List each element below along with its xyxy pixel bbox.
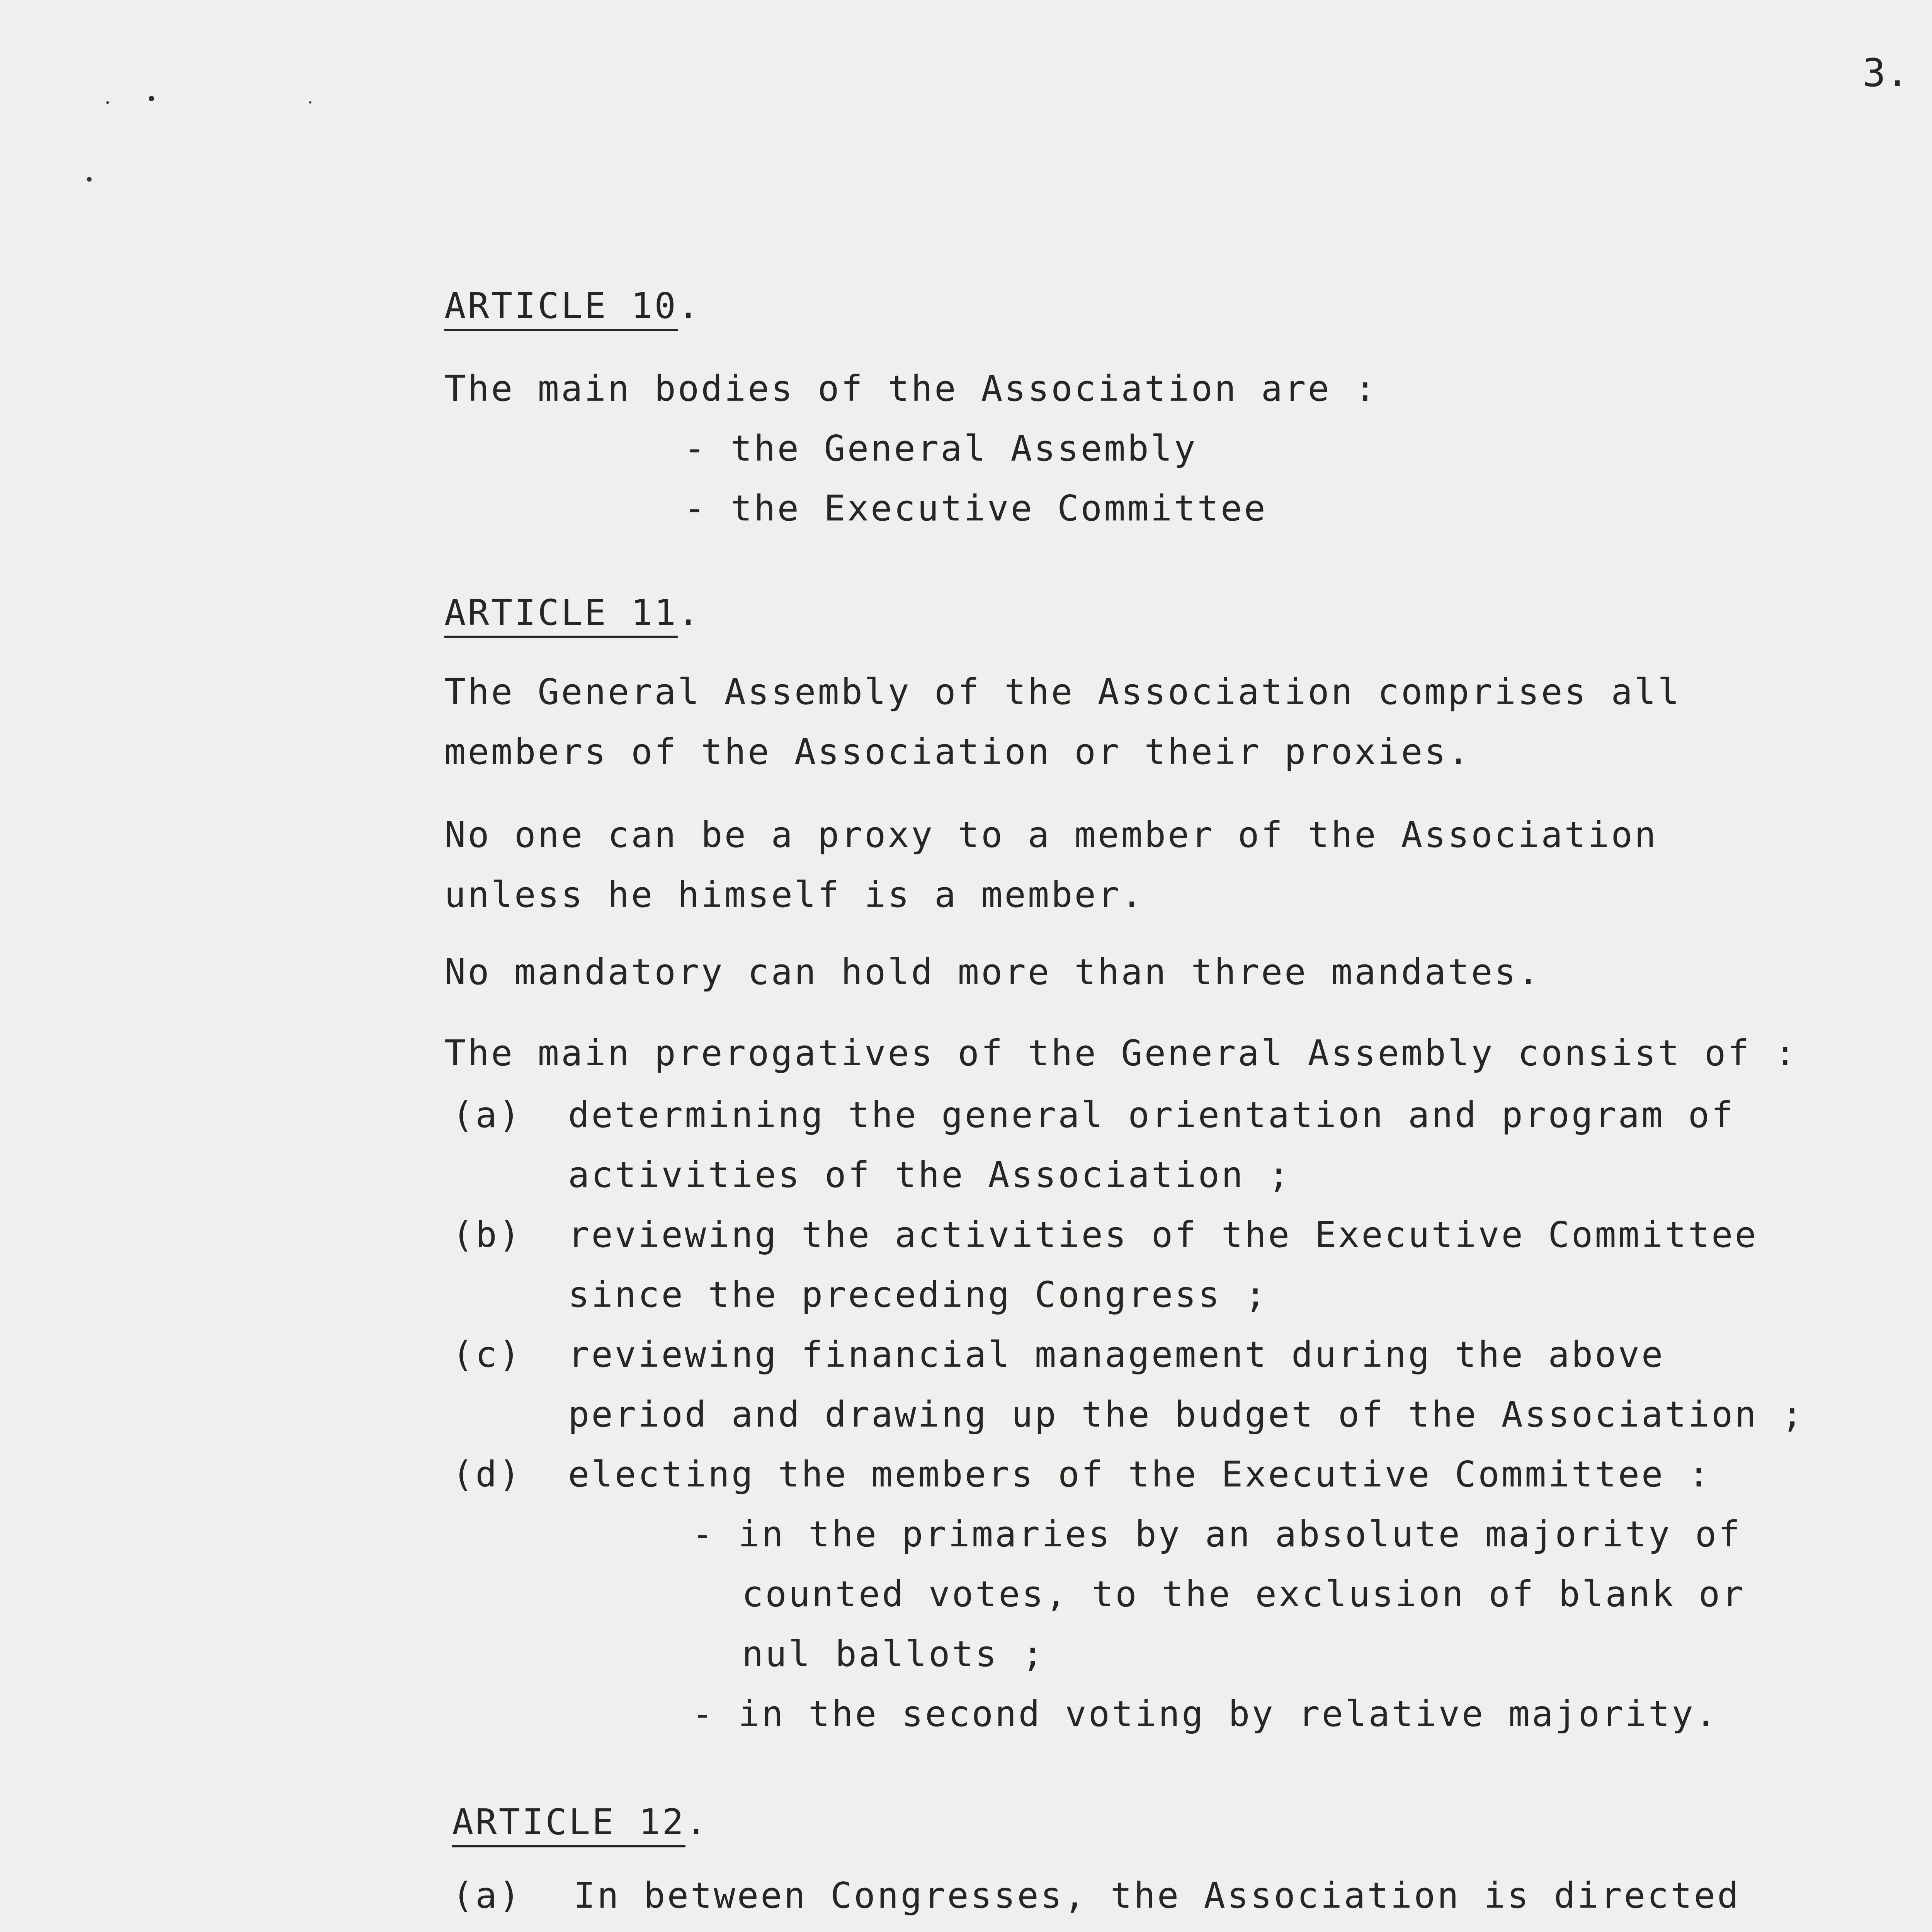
scan-speck	[106, 101, 109, 104]
article-11-item-text: determining the general orientation and program of	[568, 1094, 1735, 1136]
article-11-paragraph: No mandatory can hold more than three mandates.	[444, 951, 1541, 993]
page-number: 3.	[1862, 50, 1909, 95]
scan-speck	[149, 96, 154, 101]
article-11-subitem: - in the primaries by an absolute majority of	[692, 1514, 1742, 1555]
article-11-item-text: period and drawing up the budget of the Association ;	[568, 1394, 1805, 1435]
article-11-item-label: (c)	[452, 1334, 522, 1375]
article-10-intro: The main bodies of the Association are :	[444, 368, 1378, 409]
article-11-item-text: reviewing financial management during the above	[568, 1334, 1665, 1375]
article-10-heading-period: .	[677, 285, 701, 327]
article-11-heading	[444, 592, 701, 633]
article-11-paragraph: The main prerogatives of the General Assembly consist of :	[444, 1032, 1798, 1074]
article-11-paragraph: members of the Association or their proxies.	[444, 731, 1471, 772]
article-10-heading-text: ARTICLE 10	[444, 285, 678, 327]
article-11-item-label: (d)	[452, 1454, 522, 1495]
article-11-heading-period: .	[677, 592, 701, 633]
article-11-subitem: counted votes, to the exclusion of blank or	[742, 1573, 1745, 1615]
article-11-item-text: reviewing the activities of the Executive Committee	[568, 1214, 1758, 1255]
scan-speck	[87, 177, 92, 182]
article-10-item: - the General Assembly	[684, 428, 1197, 469]
article-12-heading-period: .	[685, 1801, 709, 1843]
article-11-item-text: electing the members of the Executive Committee :	[568, 1454, 1712, 1495]
article-10-item: - the Executive Committee	[684, 488, 1267, 529]
article-12-heading	[452, 1801, 709, 1843]
article-12-heading-text: ARTICLE 12	[452, 1801, 685, 1843]
article-11-paragraph: unless he himself is a member.	[444, 874, 1145, 915]
article-11-subitem: nul ballots ;	[742, 1633, 1046, 1675]
article-11-paragraph: The General Assembly of the Association comprises all	[444, 671, 1681, 713]
article-12-item-text: In between Congresses, the Association is directed	[574, 1875, 1741, 1916]
article-11-subitem: - in the second voting by relative majority.	[692, 1693, 1719, 1735]
article-10-heading	[444, 285, 701, 327]
article-11-heading-text: ARTICLE 11	[444, 592, 678, 633]
article-11-item-label: (b)	[452, 1214, 522, 1255]
article-11-item-text: since the preceding Congress ;	[568, 1274, 1268, 1315]
article-11-item-text: activities of the Association ;	[568, 1154, 1292, 1196]
article-11-paragraph: No one can be a proxy to a member of the Association	[444, 814, 1658, 855]
scan-speck	[309, 101, 311, 104]
article-11-item-label: (a)	[452, 1094, 522, 1136]
article-12-item-label: (a)	[452, 1875, 522, 1916]
